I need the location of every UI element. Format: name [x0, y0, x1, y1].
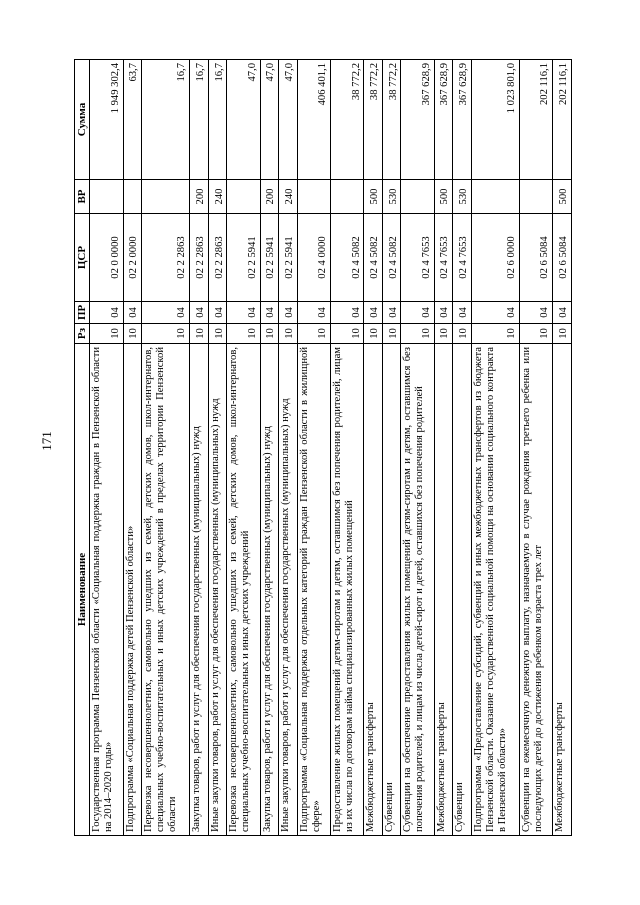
cell-rz: 10: [297, 324, 330, 344]
header-rz: Рз: [75, 324, 90, 344]
cell-csr: 02 4 7653: [434, 214, 453, 302]
cell-rz: 10: [471, 324, 519, 344]
table-row: [123, 60, 142, 836]
cell-csr: 02 4 7653: [453, 214, 472, 302]
table-header-row: [75, 60, 90, 836]
cell-vr: [227, 180, 260, 214]
cell-pr: 04: [453, 302, 472, 324]
cell-rz: 10: [227, 324, 260, 344]
budget-table: [74, 59, 572, 836]
cell-csr: 02 6 5084: [519, 214, 552, 302]
cell-csr: 02 6 5084: [553, 214, 572, 302]
cell-pr: 04: [364, 302, 383, 324]
table-row: [297, 60, 330, 836]
cell-sum: 47,0: [279, 60, 298, 180]
cell-vr: [297, 180, 330, 214]
cell-rz: 10: [142, 324, 190, 344]
cell-rz: 10: [208, 324, 227, 344]
table-row: [364, 60, 383, 836]
cell-vr: 200: [260, 180, 279, 214]
cell-rz: 10: [434, 324, 453, 344]
cell-sum: 38 772,2: [382, 60, 401, 180]
cell-rz: 10: [553, 324, 572, 344]
cell-rz: 10: [519, 324, 552, 344]
table-row: [382, 60, 401, 836]
cell-name: Закупка товаров, работ и услуг для обеспечения государственных (муниципальных) нужд: [260, 344, 279, 836]
cell-name: Субвенции на ежемесячную денежную выплату, назначаемую в случае рождения третьего ребенка или последующих детей до достижения ребенком возраста трех лет: [519, 344, 552, 836]
cell-name: Государственная программа Пензенской области «Социальная поддержка граждан в Пензенской области на 2014–2020 годы»: [90, 344, 123, 836]
cell-csr: 02 4 5082: [364, 214, 383, 302]
cell-vr: 240: [208, 180, 227, 214]
cell-rz: 10: [364, 324, 383, 344]
header-csr: ЦСР: [75, 214, 90, 302]
cell-pr: 04: [519, 302, 552, 324]
cell-name: Подпрограмма «Социальная поддержка отдельных категорий граждан Пензенской области в жилищной сфере»: [297, 344, 330, 836]
cell-vr: [142, 180, 190, 214]
cell-pr: 04: [401, 302, 434, 324]
cell-pr: 04: [331, 302, 364, 324]
cell-rz: 10: [260, 324, 279, 344]
cell-sum: 63,7: [123, 60, 142, 180]
cell-pr: 04: [123, 302, 142, 324]
header-name: Наименование: [75, 344, 90, 836]
cell-sum: 47,0: [260, 60, 279, 180]
cell-rz: 10: [123, 324, 142, 344]
cell-vr: 200: [190, 180, 209, 214]
table-row: [401, 60, 434, 836]
cell-csr: 02 2 5941: [227, 214, 260, 302]
cell-pr: 04: [434, 302, 453, 324]
cell-name: Иные закупки товаров, работ и услуг для обеспечения государственных (муниципальных) нужд: [279, 344, 298, 836]
cell-pr: 04: [297, 302, 330, 324]
cell-vr: [90, 180, 123, 214]
cell-rz: 10: [190, 324, 209, 344]
cell-pr: 04: [142, 302, 190, 324]
cell-name: Субвенции: [453, 344, 472, 836]
cell-name: Межбюджетные трансферты: [553, 344, 572, 836]
cell-csr: 02 6 0000: [471, 214, 519, 302]
cell-name: Перевозка несовершеннолетних, самовольно ушедших из семей, детских домов, школ-интернатов, специальных учебно-воспитательных и иных детских учреждений: [227, 344, 260, 836]
cell-name: Подпрограмма «Предоставление субсидий, субвенций и иных межбюджетных трансфертов из бюджета Пензенской области. Оказание государственной социальной помощи на основании социального контракта в Пензенской области»: [471, 344, 519, 836]
header-vr: ВР: [75, 180, 90, 214]
cell-name: Субвенции: [382, 344, 401, 836]
cell-sum: 406 401,1: [297, 60, 330, 180]
table-row: [208, 60, 227, 836]
cell-csr: 02 2 0000: [123, 214, 142, 302]
cell-vr: [123, 180, 142, 214]
header-sum: Сумма: [75, 60, 90, 180]
cell-sum: 367 628,9: [453, 60, 472, 180]
cell-pr: 04: [227, 302, 260, 324]
cell-vr: 530: [453, 180, 472, 214]
cell-sum: 16,7: [190, 60, 209, 180]
cell-pr: 04: [279, 302, 298, 324]
cell-pr: 04: [90, 302, 123, 324]
cell-csr: 02 4 7653: [401, 214, 434, 302]
cell-rz: 10: [401, 324, 434, 344]
page-number: 171: [39, 431, 54, 451]
cell-name: Предоставление жилых помещений детям-сиротам и детям, оставшимся без попечения родителей, лицам из их числа по договорам найма специализированных жилых помещений: [331, 344, 364, 836]
cell-csr: 02 4 0000: [297, 214, 330, 302]
table-row: [260, 60, 279, 836]
cell-name: Иные закупки товаров, работ и услуг для обеспечения государственных (муниципальных) нужд: [208, 344, 227, 836]
cell-name: Межбюджетные трансферты: [364, 344, 383, 836]
cell-vr: [519, 180, 552, 214]
table-row: [142, 60, 190, 836]
table-row: [471, 60, 519, 836]
cell-pr: 04: [190, 302, 209, 324]
cell-vr: 500: [553, 180, 572, 214]
table-row: [553, 60, 572, 836]
cell-rz: 10: [382, 324, 401, 344]
cell-name: Субвенции на обеспечение предоставления жилых помещений детям-сиротам и детям, оставшимся без попечения родителей, и лицам из числа детей-сирот и детей, оставшихся без попечения родителей: [401, 344, 434, 836]
cell-rz: 10: [90, 324, 123, 344]
cell-name: Межбюджетные трансферты: [434, 344, 453, 836]
cell-csr: 02 4 5082: [331, 214, 364, 302]
cell-sum: 16,7: [142, 60, 190, 180]
cell-csr: 02 0 0000: [90, 214, 123, 302]
table-row: [519, 60, 552, 836]
header-pr: ПР: [75, 302, 90, 324]
cell-vr: [401, 180, 434, 214]
cell-sum: 47,0: [227, 60, 260, 180]
cell-sum: 202 116,1: [519, 60, 552, 180]
cell-pr: 04: [208, 302, 227, 324]
table-row: [227, 60, 260, 836]
table-row: [190, 60, 209, 836]
cell-vr: 530: [382, 180, 401, 214]
cell-name: Закупка товаров, работ и услуг для обеспечения государственных (муниципальных) нужд: [190, 344, 209, 836]
table-row: [331, 60, 364, 836]
cell-sum: 38 772,2: [331, 60, 364, 180]
cell-vr: 500: [434, 180, 453, 214]
cell-rz: 10: [279, 324, 298, 344]
cell-vr: 240: [279, 180, 298, 214]
cell-vr: 500: [364, 180, 383, 214]
cell-sum: 202 116,1: [553, 60, 572, 180]
cell-vr: [471, 180, 519, 214]
cell-csr: 02 2 2863: [142, 214, 190, 302]
cell-name: Подпрограмма «Социальная поддержка детей Пензенской области»: [123, 344, 142, 836]
rotated-table-wrapper: [74, 60, 572, 836]
table-row: [453, 60, 472, 836]
cell-pr: 04: [553, 302, 572, 324]
cell-sum: 1 023 801,0: [471, 60, 519, 180]
cell-csr: 02 2 5941: [279, 214, 298, 302]
cell-sum: 367 628,9: [434, 60, 453, 180]
table-row: [90, 60, 123, 836]
cell-vr: [331, 180, 364, 214]
cell-rz: 10: [453, 324, 472, 344]
cell-sum: 367 628,9: [401, 60, 434, 180]
cell-sum: 16,7: [208, 60, 227, 180]
cell-sum: 1 949 302,4: [90, 60, 123, 180]
cell-csr: 02 2 2863: [208, 214, 227, 302]
cell-sum: 38 772,2: [364, 60, 383, 180]
table-row: [279, 60, 298, 836]
cell-csr: 02 2 2863: [190, 214, 209, 302]
cell-csr: 02 4 5082: [382, 214, 401, 302]
cell-pr: 04: [382, 302, 401, 324]
cell-name: Перевозка несовершеннолетних, самовольно ушедших из семей, детских домов, школ-интернатов, специальных учебно-воспитательных и иных детских учреждений в пределах территории Пензенской области: [142, 344, 190, 836]
table-body: [90, 60, 572, 836]
table-row: [434, 60, 453, 836]
cell-pr: 04: [260, 302, 279, 324]
cell-pr: 04: [471, 302, 519, 324]
cell-rz: 10: [331, 324, 364, 344]
cell-csr: 02 2 5941: [260, 214, 279, 302]
